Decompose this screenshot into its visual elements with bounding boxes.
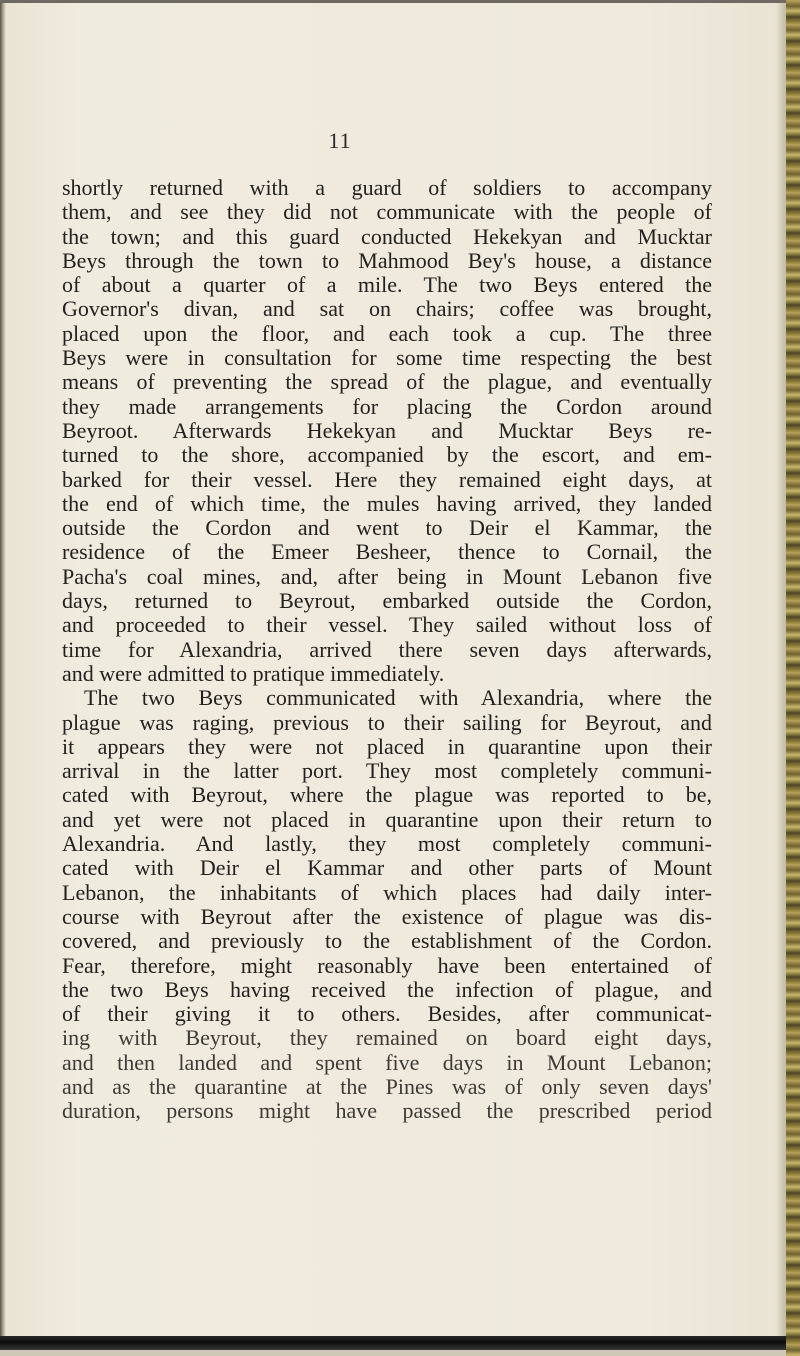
text-line: plague was raging, previous to their sailing for Beyrout, and [62, 709, 712, 735]
text-line: time for Alexandria, arrived there seven days afterwards, [62, 636, 712, 662]
scan-bottom-shadow [0, 1336, 786, 1350]
text-line: it appears they were not placed in quarantine upon their [62, 733, 712, 759]
text-line: they made arrangements for placing the Cordon around [62, 393, 712, 419]
scan-bottom-margin [0, 1350, 786, 1356]
text-line: cated with Beyrout, where the plague was reported to be, [62, 782, 712, 808]
page-edge-shade [776, 0, 786, 1356]
text-line: Fear, therefore, might reasonably have been entertained of [62, 952, 712, 978]
text-line: course with Beyrout after the existence of plague was dis- [62, 903, 712, 929]
text-line: outside the Cordon and went to Deir el Kammar, the [62, 515, 712, 541]
book-fore-edge [786, 0, 800, 1356]
text-line: and proceeded to their vessel. They sailed without loss of [62, 612, 712, 638]
text-line: ing with Beyrout, they remained on board eight days, [62, 1025, 712, 1051]
page-number: 11 [328, 128, 352, 153]
text-line: barked for their vessel. Here they remained eight days, at [62, 466, 712, 492]
body-text [62, 176, 712, 1124]
paragraph-start-line: The two Beys communicated with Alexandria, where the [84, 685, 712, 711]
text-line: Alexandria. And lastly, they most completely communi- [62, 831, 712, 857]
text-line: arrival in the latter port. They most completely communi- [62, 758, 712, 784]
text-line: days, returned to Beyrout, embarked outside the Cordon, [62, 588, 712, 614]
text-line: the end of which time, the mules having arrived, they landed [62, 490, 712, 516]
text-line: residence of the Emeer Besheer, thence to Cornail, the [62, 539, 712, 565]
text-line: shortly returned with a guard of soldiers to accompany [62, 175, 712, 200]
text-line: the town; and this guard conducted Hekekyan and Mucktar [62, 223, 712, 249]
page-gutter-shadow [0, 0, 6, 1356]
text-line: the two Beys having received the infection of plague, and [62, 976, 712, 1002]
text-line: Governor's divan, and sat on chairs; coffee was brought, [62, 296, 712, 322]
page-top-edge [0, 0, 790, 3]
text-line: and then landed and spent five days in Mount Lebanon; [62, 1049, 712, 1075]
text-line: means of preventing the spread of the plague, and eventually [62, 369, 712, 395]
text-line: and as the quarantine at the Pines was of only seven days' [62, 1073, 712, 1099]
text-line: duration, persons might have passed the prescribed period [62, 1098, 712, 1124]
text-line: and yet were not placed in quarantine upon their return to [62, 806, 712, 832]
text-line: Lebanon, the inhabitants of which places had daily inter- [62, 879, 712, 905]
text-line: Pacha's coal mines, and, after being in Mount Lebanon five [62, 563, 712, 589]
text-line: of their giving it to others. Besides, after communicat- [62, 1001, 712, 1027]
text-line: turned to the shore, accompanied by the escort, and em- [62, 442, 712, 468]
paragraph-end-line: and were admitted to pratique immediately. [62, 660, 445, 686]
text-line: Beyroot. Afterwards Hekekyan and Mucktar Beys re- [62, 417, 712, 443]
text-line: Beys were in consultation for some time respecting the best [62, 345, 712, 371]
text-line: of about a quarter of a mile. The two Beys entered the [62, 272, 712, 298]
text-line: Beys through the town to Mahmood Bey's house, a distance [62, 247, 712, 273]
text-line: covered, and previously to the establishment of the Cordon. [62, 928, 712, 954]
text-line: them, and see they did not communicate with the people of [62, 199, 712, 225]
text-line: placed upon the floor, and each took a cup. The three [62, 320, 712, 346]
text-line: cated with Deir el Kammar and other parts of Mount [62, 855, 712, 881]
